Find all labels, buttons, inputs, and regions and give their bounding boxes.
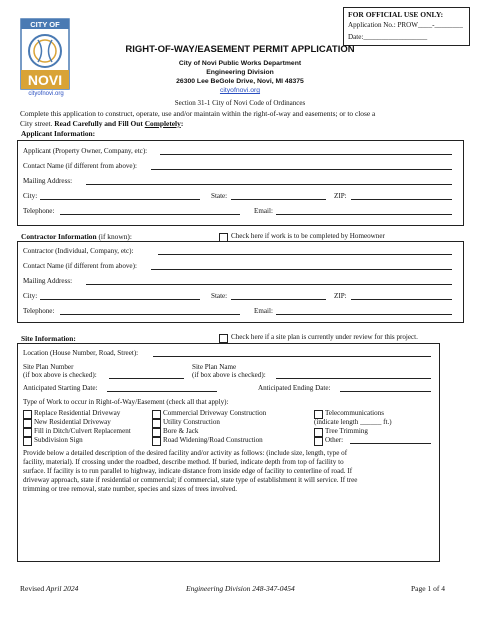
- department-name: City of Novi Public Works Department: [178, 60, 302, 67]
- applicant-mailing-field[interactable]: [86, 184, 452, 185]
- site-plan-number-field[interactable]: [109, 378, 184, 379]
- site-plan-review-checkbox[interactable]: [219, 334, 228, 343]
- contractor-mailing-field[interactable]: [86, 284, 452, 285]
- footer-division: Engineering Division 248-347-0454: [186, 584, 295, 593]
- option-utility-construction-checkbox[interactable]: [152, 419, 161, 428]
- applicant-email-field[interactable]: [276, 214, 452, 215]
- official-use-title: FOR OFFICIAL USE ONLY:: [348, 10, 444, 19]
- site-plan-name-note: (if box above is checked):: [192, 371, 266, 379]
- applicant-name-label: Applicant (Property Owner, Company, etc):: [23, 147, 148, 155]
- contractor-mailing-label: Mailing Address:: [23, 277, 73, 285]
- end-date-label: Anticipated Ending Date:: [258, 384, 331, 392]
- description-line-5: trimming or tree removal, state number, species and sizes of trees involved.: [23, 485, 238, 493]
- contractor-city-label: City:: [23, 292, 38, 300]
- novi-seal-icon: [20, 18, 70, 90]
- contractor-state-field[interactable]: [231, 299, 326, 300]
- option-tree-trimming-checkbox[interactable]: [314, 428, 323, 437]
- work-type-label: Type of Work to occur in Right-of-Way/Easement (check all that apply):: [23, 398, 229, 406]
- option-commercial-driveway: Commercial Driveway Construction: [163, 409, 267, 417]
- contractor-contact-label: Contact Name (if different from above):: [23, 262, 137, 270]
- contractor-heading: Contractor Information (if known):: [21, 232, 132, 241]
- contractor-telephone-label: Telephone:: [23, 307, 55, 315]
- description-line-4: driveway approach, state if residential or commercial; if commercial, state type of establishment it will service. If tree: [23, 476, 358, 484]
- description-line-3: surface. If facility is to run parallel to highway, indicate distance from inside edge of facility to centerline of road. If: [23, 467, 353, 475]
- division-name: Engineering Division: [206, 69, 274, 76]
- contractor-email-label: Email:: [254, 307, 273, 315]
- page-title: RIGHT-OF-WAY/EASEMENT PERMIT APPLICATION: [125, 44, 355, 55]
- contractor-state-label: State:: [211, 292, 228, 300]
- logo-url: cityofnovi.org: [28, 91, 64, 97]
- contractor-contact-field[interactable]: [151, 269, 452, 270]
- applicant-telephone-field[interactable]: [60, 214, 240, 215]
- site-plan-number-label: Site Plan Number: [23, 363, 74, 371]
- footer-revised: Revised April 2024: [20, 584, 79, 593]
- contractor-telephone-field[interactable]: [60, 314, 240, 315]
- applicant-zip-field[interactable]: [351, 199, 452, 200]
- applicant-contact-field[interactable]: [151, 169, 452, 170]
- option-subdivision-sign: Subdivision Sign: [34, 436, 83, 444]
- start-date-field[interactable]: [107, 391, 217, 392]
- site-plan-name-field[interactable]: [276, 378, 431, 379]
- contractor-zip-label: ZIP:: [334, 292, 347, 300]
- applicant-state-field[interactable]: [231, 199, 326, 200]
- end-date-field[interactable]: [340, 391, 431, 392]
- applicant-contact-label: Contact Name (if different from above):: [23, 162, 137, 170]
- intro-line-2: City street. Read Carefully and Fill Out Completely:: [20, 119, 184, 128]
- option-road-widening: Road Widening/Road Construction: [163, 436, 263, 444]
- footer-page-number: Page 1 of 4: [411, 584, 445, 593]
- telecom-length-note: (indicate length ______ ft.): [314, 418, 392, 426]
- contractor-email-field[interactable]: [276, 314, 452, 315]
- option-other: Other:: [325, 436, 344, 444]
- applicant-city-label: City:: [23, 192, 38, 200]
- svg-text:CITY OF: CITY OF: [30, 20, 60, 29]
- option-new-residential-driveway-checkbox[interactable]: [23, 419, 32, 428]
- location-label: Location (House Number, Road, Street):: [23, 349, 139, 357]
- applicant-heading: Applicant Information:: [21, 129, 96, 138]
- option-road-widening-checkbox[interactable]: [152, 437, 161, 446]
- option-new-residential-driveway: New Residential Driveway: [34, 418, 111, 426]
- location-field[interactable]: [153, 356, 431, 357]
- option-other-field[interactable]: [350, 443, 431, 444]
- site-plan-name-label: Site Plan Name: [192, 363, 237, 371]
- description-field[interactable]: [22, 497, 432, 555]
- applicant-mailing-label: Mailing Address:: [23, 177, 73, 185]
- option-replace-residential-driveway: Replace Residential Driveway: [34, 409, 121, 417]
- contractor-zip-field[interactable]: [351, 299, 452, 300]
- website-link[interactable]: cityofnovi.org: [219, 87, 261, 94]
- homeowner-check-label: Check here if work is to be completed by Homeowner: [231, 232, 385, 240]
- city-of-novi-logo: [20, 18, 70, 98]
- option-utility-construction: Utility Construction: [163, 418, 220, 426]
- site-plan-number-note: (if box above is checked):: [23, 371, 97, 379]
- contractor-city-field[interactable]: [40, 299, 200, 300]
- option-telecommunications: Telecommunications: [325, 409, 384, 417]
- option-fill-ditch-checkbox[interactable]: [23, 428, 32, 437]
- option-tree-trimming: Tree Trimming: [325, 427, 368, 435]
- applicant-state-label: State:: [211, 192, 228, 200]
- description-line-1: Provide below a detailed description of the desired facility and/or activity as follows: (include size, length, type of: [23, 449, 348, 457]
- department-address: 26300 Lee BeGole Drive, Novi, MI 48375: [176, 78, 304, 85]
- applicant-telephone-label: Telephone:: [23, 207, 55, 215]
- option-bore-jack-checkbox[interactable]: [152, 428, 161, 437]
- svg-text:NOVI: NOVI: [27, 72, 63, 88]
- official-date: Date:__________________: [348, 33, 428, 41]
- site-heading: Site Information:: [21, 334, 76, 343]
- option-replace-residential-driveway-checkbox[interactable]: [23, 410, 32, 419]
- contractor-name-label: Contractor (Individual, Company, etc):: [23, 247, 134, 255]
- option-fill-ditch: Fill in Ditch/Culvert Replacement: [34, 427, 131, 435]
- applicant-email-label: Email:: [254, 207, 273, 215]
- applicant-city-field[interactable]: [40, 199, 200, 200]
- applicant-name-field[interactable]: [160, 154, 452, 155]
- option-bore-jack: Bore & Jack: [163, 427, 199, 435]
- official-use-box: [343, 7, 470, 46]
- official-application-no: Application No.: PROW____-________: [348, 21, 463, 29]
- option-commercial-driveway-checkbox[interactable]: [152, 410, 161, 419]
- ordinance-section: Section 31-1 City of Novi Code of Ordinances: [174, 99, 306, 107]
- contractor-name-field[interactable]: [158, 254, 452, 255]
- intro-line-1: Complete this application to construct, operate, use and/or maintain within the right-of-way and easements; or to close a: [20, 109, 376, 118]
- site-plan-review-label: Check here if a site plan is currently under review for this project.: [231, 333, 418, 341]
- option-subdivision-sign-checkbox[interactable]: [23, 437, 32, 446]
- option-other-checkbox[interactable]: [314, 437, 323, 446]
- applicant-zip-label: ZIP:: [334, 192, 347, 200]
- description-line-2: facility, material). If crossing under the roadbed, describe method. If buried, indicate depth from top of facility to: [23, 458, 344, 466]
- start-date-label: Anticipated Starting Date:: [23, 384, 98, 392]
